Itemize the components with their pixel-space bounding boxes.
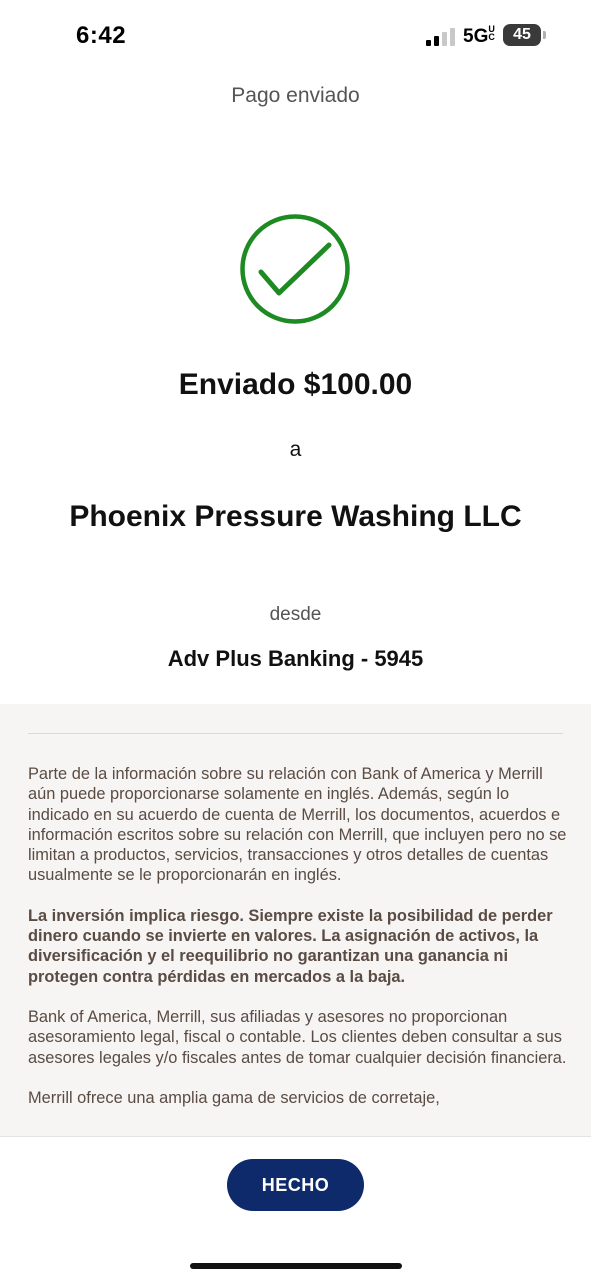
- divider: [28, 733, 563, 734]
- status-bar: [0, 0, 591, 70]
- from-label: desde: [269, 604, 322, 625]
- disclosure-area[interactable]: [0, 704, 591, 1140]
- sent-amount: Enviado $100.00: [178, 368, 413, 401]
- home-indicator[interactable]: [190, 1263, 402, 1269]
- checkmark-circle-icon: [239, 213, 351, 325]
- disclosure-legal-advice: Bank of America, Merrill, sus afiliadas y asesores no proporcionan asesoramiento legal, fiscal o contable. Los clientes deben consultar a sus asesores legales y/o fiscales antes de tomar cualquier decisión financiera.: [28, 1007, 567, 1067]
- recipient-name: Phoenix Pressure Washing LLC: [69, 500, 522, 533]
- battery-icon: 45: [503, 24, 541, 46]
- done-button[interactable]: HECHO: [227, 1159, 364, 1211]
- disclosure-investment-risk: La inversión implica riesgo. Siempre existe la posibilidad de perder dinero cuando se invierte en valores. La asignación de activos, la diversificación y el reequilibrio no garantizan una ganancia ni protegen contra pérdidas en mercados a la baja.: [28, 906, 553, 986]
- disclosure-text: [28, 764, 568, 1128]
- cellular-signal-icon: [426, 26, 456, 46]
- status-time: 6:42: [76, 22, 127, 49]
- source-account: Adv Plus Banking - 5945: [167, 646, 424, 671]
- network-suffix: UC: [488, 24, 495, 42]
- to-label: a: [289, 438, 302, 461]
- network-type: 5GUC: [463, 24, 495, 47]
- battery-cap: [543, 31, 546, 39]
- footer: [0, 1136, 591, 1281]
- page-title: Pago enviado: [231, 84, 360, 107]
- disclosure-language: Parte de la información sobre su relación con Bank of America y Merrill aún puede proporcionarse solamente en inglés. Además, según lo indicado en su acuerdo de cuenta de Merrill, los documentos, acuerdos e información escritos sobre su relación con Merrill, que incluyen pero no se limitan a productos, servicios, transacciones y otros detalles de cuentas usualmente se le proporcionarán en inglés.: [28, 765, 567, 885]
- disclosure-brokerage: Merrill ofrece una amplia gama de servicios de corretaje,: [28, 1088, 440, 1107]
